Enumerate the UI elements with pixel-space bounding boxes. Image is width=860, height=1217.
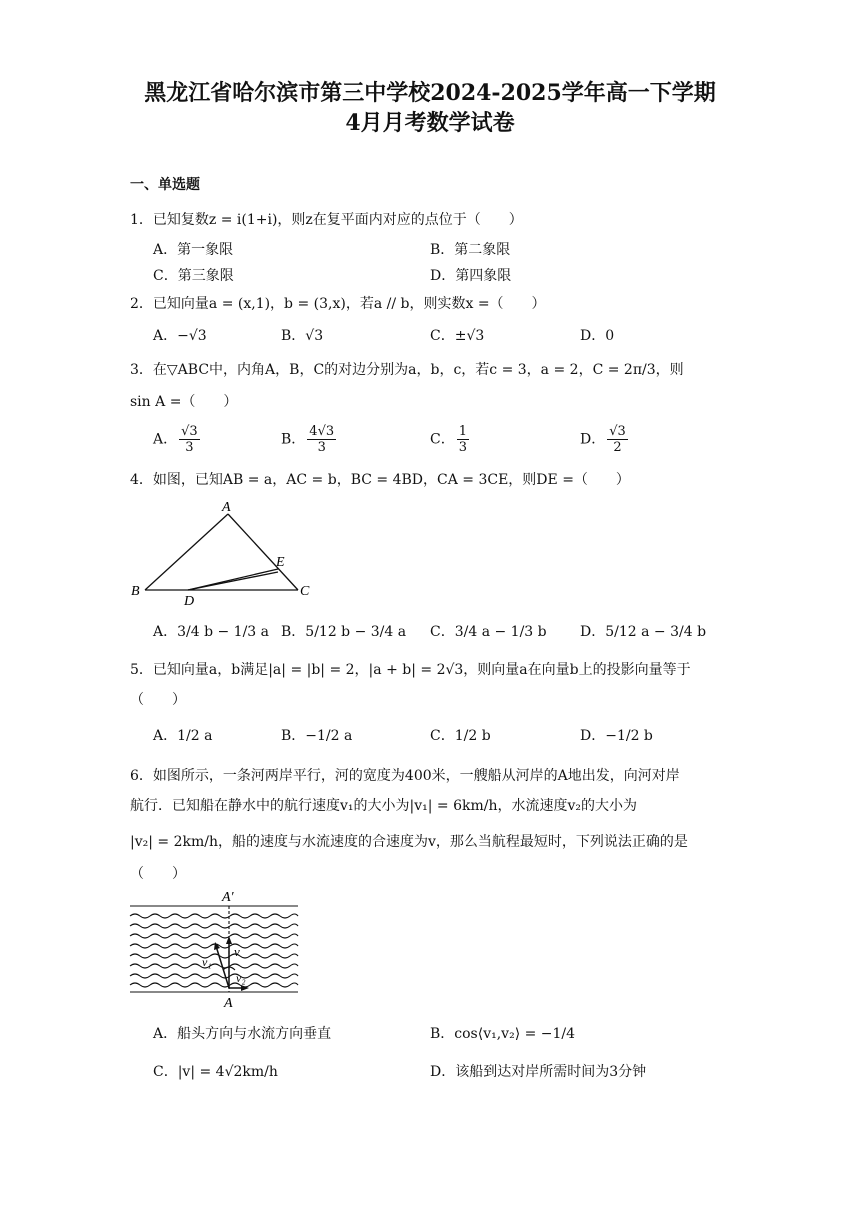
q1-stem: 1．已知复数z = i(1+i)，则z在复平面内对应的点位于（ ） [130,212,523,228]
q6-option-d[interactable]: D．该船到达对岸所需时间为3分钟 [430,1064,647,1080]
q3-option-c[interactable]: C． $\frac{1}{3}$ [430,424,467,455]
q6-stem-2: 航行．已知船在静水中的航行速度v₁的大小为|v₁| = 6km/h，水流速度v₂的大小为 [130,798,638,814]
q6-stem-1: 6．如图所示，一条河两岸平行，河的宽度为400米，一艘船从河岸的A地出发，向河对岸 [130,768,680,784]
q4-option-a[interactable]: A．3/4 b − 1/3 a [153,624,270,640]
section-heading: 一、单选题 [130,177,200,193]
wave-line [130,944,298,948]
label-a-prime: A′ [222,890,234,905]
label-a: A [222,500,231,515]
q6-river-figure [128,888,300,1010]
q2-option-c[interactable]: C．±√3 [430,328,485,344]
q1-option-a[interactable]: A．第一象限 [153,242,234,258]
wave-line [130,974,298,978]
wave-line [130,914,298,918]
q4-option-b[interactable]: B．5/12 b − 3/4 a [281,624,407,640]
label-e: E [276,555,285,570]
q5-option-b[interactable]: B．−1/2 a [281,728,353,744]
label-a-river: A [224,996,233,1010]
wave-line [130,964,298,968]
label-c: C [300,584,310,599]
q4-stem: 4．如图，已知AB = a，AC = b，BC = 4BD，CA = 3CE，则DE =（ ） [130,472,630,488]
q2-stem: 2．已知向量a = (x,1)，b = (3,x)，若a // b，则实数x =（ ） [130,296,546,312]
q5-option-a[interactable]: A．1/2 a [153,728,213,744]
q6-option-c[interactable]: C．|v| = 4√2km/h [153,1064,278,1080]
q6-stem-3: |v₂| = 2km/h，船的速度与水流速度的合速度为v，那么当航程最短时，下列说法正确的是 [130,834,688,850]
q3-option-b[interactable]: B． $\frac{4√3}{3}$ [281,424,335,455]
q3-option-a[interactable]: A． $\frac{√3}{3}$ [153,424,198,455]
wave-line [130,934,298,938]
q4-option-c[interactable]: C．3/4 a − 1/3 b [430,624,547,640]
q5-option-c[interactable]: C．1/2 b [430,728,491,744]
wave-line [130,924,298,928]
q2-option-a[interactable]: A．−√3 [153,328,207,344]
q3-stem: 3．在▽ABC中，内角A，B，C的对边分别为a，b，c，若c = 3，a = 2，C = 2π/3，则 [130,362,684,378]
label-v: v [234,944,240,959]
label-d: D [184,594,195,608]
q5-stem: 5．已知向量a，b满足|a| = |b| = 2，|a + b| = 2√3，则向量a在向量b上的投影向量等于 [130,662,691,678]
q1-option-d[interactable]: D．第四象限 [430,268,512,284]
segment-ab [145,514,228,590]
label-v1: v₁ [202,955,212,969]
label-b: B [131,584,140,599]
q3-option-d[interactable]: D． $\frac{√3}{2}$ [580,424,626,455]
label-v2: v₂ [236,971,246,985]
segment-de-2 [188,572,278,590]
wave-line [130,954,298,958]
q1-option-c[interactable]: C．第三象限 [153,268,234,284]
page-subtitle: 4月月考数学试卷 [345,110,515,136]
q5-option-d[interactable]: D．−1/2 b [580,728,653,744]
q4-option-d[interactable]: D．5/12 a − 3/4 b [580,624,707,640]
q6-stem-4: （ ） [130,866,186,882]
q6-option-a[interactable]: A．船头方向与水流方向垂直 [153,1026,332,1042]
q3-stem-2: sin A =（ ） [130,394,238,410]
q6-option-b[interactable]: B．cos⟨v₁,v₂⟩ = −1/4 [430,1026,576,1042]
q2-option-b[interactable]: B．√3 [281,328,324,344]
page-title: 黑龙江省哈尔滨市第三中学校2024-2025学年高一下学期 [144,80,716,106]
q2-option-d[interactable]: D．0 [580,328,615,344]
q1-option-b[interactable]: B．第二象限 [430,242,511,258]
q4-triangle-figure [128,496,318,608]
wave-line [130,983,298,987]
q5-stem-2: （ ） [130,692,186,708]
